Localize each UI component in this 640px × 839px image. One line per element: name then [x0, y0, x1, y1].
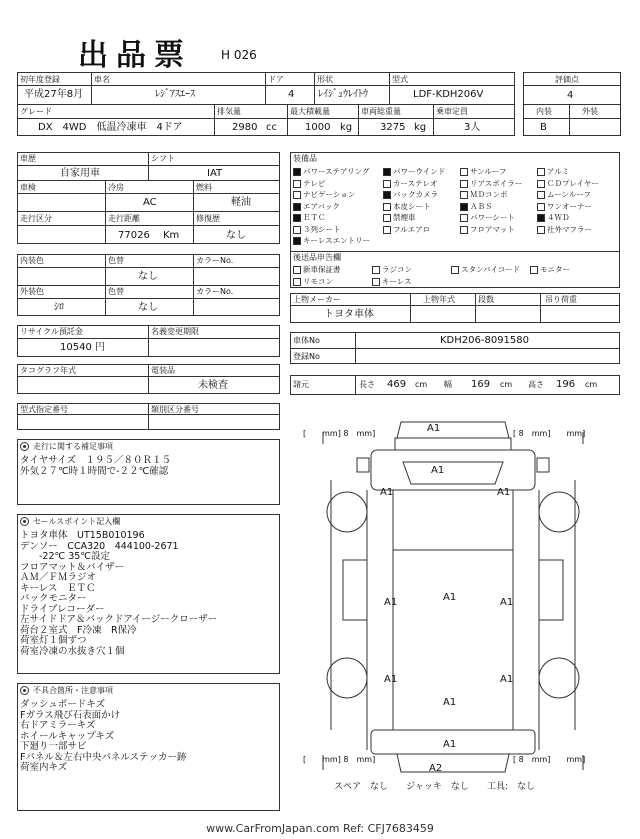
label-history: 車歴 — [20, 154, 36, 163]
equipment-item — [383, 202, 431, 212]
checked-box-icon — [383, 168, 391, 176]
equipment-item-label: 本皮シート — [393, 201, 431, 211]
sales-line: トヨタ車体 UT15B010196 — [20, 530, 145, 541]
value-door: 4 — [288, 89, 295, 100]
label-body-maker: 上物メーカー — [293, 295, 341, 304]
equipment-item-label: ＡＢＳ — [470, 201, 493, 211]
value-payload: 1000 — [305, 122, 331, 133]
label-exterior: 外装 — [582, 107, 598, 116]
damage-mark: A1 — [500, 597, 514, 608]
equipment-item — [293, 202, 340, 212]
unchecked-box-icon — [460, 180, 468, 188]
value-height: 196 — [556, 379, 576, 390]
equipment-item-label: リアスポイラー — [470, 178, 523, 188]
after-item-label: スタンバイコード — [461, 265, 521, 274]
section-bullet-icon — [20, 517, 29, 526]
label-int-change: 色替 — [108, 256, 124, 265]
label-dims: 諸元 — [293, 380, 309, 389]
label-reg: 登録No — [293, 352, 320, 361]
tread-rear-left: [ mm] 8 mm] — [303, 755, 376, 764]
label-shift: シフト — [151, 154, 175, 163]
label-fuel: 燃料 — [196, 183, 212, 192]
label-width: 幅 — [444, 380, 452, 389]
equipment-item — [537, 190, 591, 200]
equipment-item-label: バックカメラ — [393, 190, 438, 199]
defect-line: Fパネル＆左右中央パネルステッカー跡 — [20, 751, 187, 763]
unchecked-box-icon — [537, 180, 545, 188]
damage-mark: A1 — [443, 592, 457, 603]
unchecked-box-icon — [460, 191, 468, 199]
label-shape: 形状 — [317, 75, 333, 84]
equipment-item — [460, 225, 515, 235]
equipment-item — [460, 179, 522, 189]
after-item — [372, 277, 412, 287]
equipment-item-label: パワーステアリング — [303, 167, 370, 176]
value-car: ﾚｼﾞｱｽｴｰｽ — [155, 89, 195, 100]
sales-line: キーレス ＥＴＣ — [20, 582, 96, 594]
label-length: 長さ — [359, 380, 375, 389]
label-displacement: 排気量 — [217, 107, 241, 116]
label-interior: 内装 — [536, 107, 552, 116]
sales-line: 荷室冷凍の水抜き穴１個 — [20, 645, 125, 657]
unchecked-box-icon — [293, 180, 301, 188]
after-item-label: 新車保証書 — [303, 265, 341, 274]
sales-line: バックモニター — [20, 593, 87, 604]
unchecked-box-icon — [383, 226, 391, 234]
tread-front-right: [ 8 mm] mm] — [513, 429, 586, 438]
unchecked-box-icon — [530, 266, 538, 274]
unchecked-box-icon — [383, 203, 391, 211]
damage-mark: A2 — [429, 763, 443, 774]
equipment-item-label: エアバック — [303, 201, 340, 211]
label-body-step: 段数 — [478, 295, 494, 304]
equipment-label: 装備品 — [293, 154, 317, 163]
label-capacity: 乗車定員 — [436, 107, 468, 116]
equipment-item — [537, 213, 570, 223]
equipment-item — [383, 167, 445, 177]
label-mileage: 走行距離 — [108, 214, 140, 223]
equipment-item-label: ＥＴＣ — [303, 213, 326, 222]
label-typedesig: 型式指定番号 — [20, 405, 68, 414]
equipment-item-label: サンルーフ — [470, 167, 507, 176]
value-ext-color: ｼﾛ — [54, 302, 64, 313]
checked-box-icon — [537, 214, 545, 222]
equipment-item-label: キーレスエントリー — [303, 236, 371, 245]
value-mileage-unit: Km — [163, 230, 180, 241]
defect-line: ダッシュボードキズ — [20, 699, 106, 710]
unchecked-box-icon — [293, 266, 301, 274]
damage-mark: A1 — [431, 465, 445, 476]
label-grade: グレード — [20, 107, 52, 116]
equipment-item-label: 禁煙車 — [393, 213, 416, 222]
defect-line: ホイールキャップキズ — [20, 730, 115, 742]
equipment-item — [460, 167, 507, 177]
tread-rear-right: [ 8 mm] mm] — [513, 755, 586, 764]
equipment-item — [293, 167, 370, 177]
label-year: 初年度登録 — [20, 75, 60, 84]
sales-line: フロアマット＆バイザー — [20, 561, 125, 573]
value-displacement-unit: cc — [266, 122, 277, 133]
equipment-item-label: パワーウインド — [393, 167, 446, 176]
equipment-item — [460, 202, 493, 212]
label-door: ドア — [268, 75, 284, 84]
unchecked-box-icon — [293, 226, 301, 234]
label-body-year: 上物年式 — [423, 295, 455, 304]
after-item — [372, 265, 412, 275]
sales-line: 荷室灯１個ずつ — [20, 635, 87, 646]
label-ext-change: 色替 — [108, 287, 124, 296]
equipment-item-label: カーステレオ — [393, 178, 438, 188]
equipment-item-label: ３列シート — [303, 224, 341, 234]
value-int-change: なし — [138, 271, 158, 282]
label-int-color: 内装色 — [20, 256, 44, 265]
equipment-item — [537, 179, 599, 189]
unchecked-box-icon — [537, 203, 545, 211]
accessories-line: スペア なし ジャッキ なし 工具: なし — [334, 782, 536, 792]
after-item-label: キーレス — [382, 277, 412, 286]
label-height: 高さ — [528, 380, 544, 389]
value-body-maker: トヨタ車体 — [324, 309, 374, 320]
value-shape: ﾚｲｼﾞｭｳﾚｲﾄｳ — [318, 89, 368, 100]
unchecked-box-icon — [460, 226, 468, 234]
checked-box-icon — [460, 203, 468, 211]
equipment-item-label: ワンオーナー — [547, 201, 592, 211]
after-items-label: 後送品申告欄 — [293, 253, 341, 262]
value-grade: DX 4WD 低温冷凍車 4ドア — [38, 122, 183, 133]
equipment-item-label: ＣＤプレイヤー — [547, 178, 599, 188]
label-car: 車名 — [94, 75, 110, 84]
unchecked-box-icon — [460, 168, 468, 176]
equipment-item — [293, 213, 326, 223]
label-int-colorno: カラーNo. — [196, 256, 234, 265]
equipment-item-label: ＭＤコンポ — [470, 190, 508, 199]
unit-length: cm — [415, 380, 428, 389]
value-elec: 未検査 — [198, 380, 228, 391]
checked-box-icon — [293, 237, 301, 245]
sheet-code: H 026 — [221, 48, 257, 62]
after-item-label: モニター — [540, 265, 570, 274]
unchecked-box-icon — [537, 226, 545, 234]
value-displacement: 2980 — [232, 122, 258, 133]
value-recycle: 10540 円 — [60, 342, 105, 353]
value-ext-change: なし — [138, 302, 158, 313]
equipment-item-label: フルエアロ — [393, 224, 431, 234]
damage-mark: A1 — [427, 423, 441, 434]
checked-box-icon — [383, 191, 391, 199]
checked-box-icon — [293, 214, 301, 222]
watermark: www.CarFromJapan.com Ref: CFJ7683459 — [206, 822, 434, 835]
value-chassis: KDH206-8091580 — [440, 335, 530, 346]
label-tacho: タコグラフ年式 — [20, 366, 76, 375]
sales-line: 荷台２室式 F冷凍 R保冷 — [20, 624, 137, 636]
drive-line-1: タイヤサイズ １９５／８０Ｒ１５ — [20, 455, 172, 466]
equipment-item — [383, 213, 416, 223]
after-item — [530, 265, 570, 275]
damage-mark: A1 — [497, 487, 511, 498]
label-model: 型式 — [392, 75, 408, 84]
value-capacity: 3人 — [464, 122, 481, 133]
label-ext-color: 外装色 — [20, 287, 44, 296]
equipment-item-label: アルミ — [547, 167, 570, 176]
label-rating: 評価点 — [555, 75, 579, 84]
checked-box-icon — [293, 168, 301, 176]
sales-notes-title: セールスポイント記入欄 — [20, 516, 120, 527]
equipment-item — [293, 236, 370, 246]
unchecked-box-icon — [372, 278, 380, 286]
value-mileage: 77026 — [118, 230, 150, 241]
sheet-title: 出品票 — [78, 38, 192, 73]
after-item-label: リモコン — [303, 277, 333, 286]
section-bullet-icon — [20, 442, 29, 451]
value-year: 平成27年8月 — [24, 89, 84, 100]
label-body-load: 吊り荷重 — [545, 295, 577, 304]
checked-box-icon — [293, 203, 301, 211]
label-history2: 修復歴 — [196, 214, 220, 223]
damage-mark: A1 — [384, 674, 398, 685]
value-ac: AC — [143, 197, 157, 208]
equipment-item — [537, 167, 569, 177]
damage-mark: A1 — [380, 487, 394, 498]
defect-line: 荷室内キズ — [20, 762, 68, 773]
equipment-item-label: テレビ — [303, 178, 326, 188]
value-gvw-unit: kg — [414, 122, 427, 133]
equipment-item-label: ムーンルーフ — [547, 190, 591, 199]
label-ac: 冷房 — [108, 183, 124, 192]
equipment-item — [293, 225, 341, 235]
unchecked-box-icon — [460, 214, 468, 222]
equipment-item — [383, 190, 438, 200]
value-width: 169 — [471, 379, 491, 390]
damage-mark: A1 — [443, 697, 457, 708]
label-route: 走行区分 — [20, 214, 52, 223]
value-history2: なし — [226, 230, 246, 241]
sales-line: ドライブレコーダー — [20, 603, 105, 615]
label-classcat: 類別区分番号 — [151, 405, 199, 414]
unchecked-box-icon — [293, 191, 301, 199]
damage-mark: A1 — [384, 597, 398, 608]
value-gvw: 3275 — [380, 122, 406, 133]
label-chassis: 車体No — [293, 336, 320, 345]
defect-line: 右ドアミラーキズ — [20, 720, 96, 731]
after-item — [451, 265, 520, 275]
unchecked-box-icon — [537, 191, 545, 199]
unchecked-box-icon — [293, 278, 301, 286]
sales-line: 左サイドドア＆バックドアイージークローザー — [20, 614, 218, 625]
value-history: 自家用車 — [60, 168, 100, 179]
value-payload-unit: kg — [340, 122, 353, 133]
equipment-item — [537, 225, 592, 235]
unit-width: cm — [500, 380, 513, 389]
unchecked-box-icon — [451, 266, 459, 274]
after-item-label: ラジコン — [382, 265, 412, 274]
sales-line: -22℃ 35℃設定 — [20, 551, 110, 562]
equipment-item-label: フロアマット — [470, 224, 515, 234]
value-rating: 4 — [567, 90, 574, 101]
value-shift: IAT — [207, 168, 223, 179]
label-rename: 名義変更期限 — [151, 327, 199, 336]
defect-line: 下廻り一部サビ — [20, 741, 87, 752]
damage-mark: A1 — [500, 674, 514, 685]
value-fuel: 軽油 — [231, 197, 251, 208]
equipment-item-label: ４ＷＤ — [547, 213, 570, 222]
unchecked-box-icon — [383, 214, 391, 222]
tread-front-left: [ mm] 8 mm] — [303, 429, 376, 438]
defect-notes-title: 不具合箇所・注意事項 — [20, 685, 113, 696]
damage-mark: A1 — [443, 739, 457, 750]
section-bullet-icon — [20, 686, 29, 695]
sales-line: ＡＭ／ＦＭラジオ — [20, 572, 97, 583]
value-model: LDF-KDH206V — [413, 89, 484, 100]
label-payload: 最大積載量 — [290, 107, 330, 116]
drive-notes-title: 走行に関する補足事項 — [20, 441, 113, 452]
sales-line: デンソー CCA320 444100-2671 — [20, 540, 179, 552]
equipment-item — [293, 179, 325, 189]
equipment-item — [460, 190, 508, 200]
label-inspection: 車検 — [20, 183, 36, 192]
value-interior: B — [540, 122, 547, 133]
equipment-item — [293, 190, 355, 200]
label-gvw: 車両総重量 — [361, 107, 401, 116]
equipment-item — [537, 202, 592, 212]
value-length: 469 — [387, 379, 407, 390]
equipment-item — [383, 225, 430, 235]
unchecked-box-icon — [383, 180, 391, 188]
unchecked-box-icon — [537, 168, 545, 176]
equipment-item — [383, 179, 437, 189]
defect-line: Fガラス飛び石表面かけ — [20, 709, 121, 721]
unchecked-box-icon — [372, 266, 380, 274]
equipment-item-label: パワーシート — [470, 213, 515, 222]
equipment-item-label: 社外マフラー — [547, 224, 592, 234]
equipment-item — [460, 213, 515, 223]
after-item — [293, 265, 341, 275]
unit-height: cm — [585, 380, 598, 389]
label-ext-colorno: カラーNo. — [196, 287, 234, 296]
after-item — [293, 277, 333, 287]
label-recycle: リサイクル預託金 — [20, 327, 83, 336]
drive-line-2: 外気２７℃時１時間で-２２℃確認 — [20, 466, 169, 477]
equipment-item-label: ナビゲーション — [303, 190, 356, 199]
label-elec: 電装品 — [151, 366, 175, 375]
